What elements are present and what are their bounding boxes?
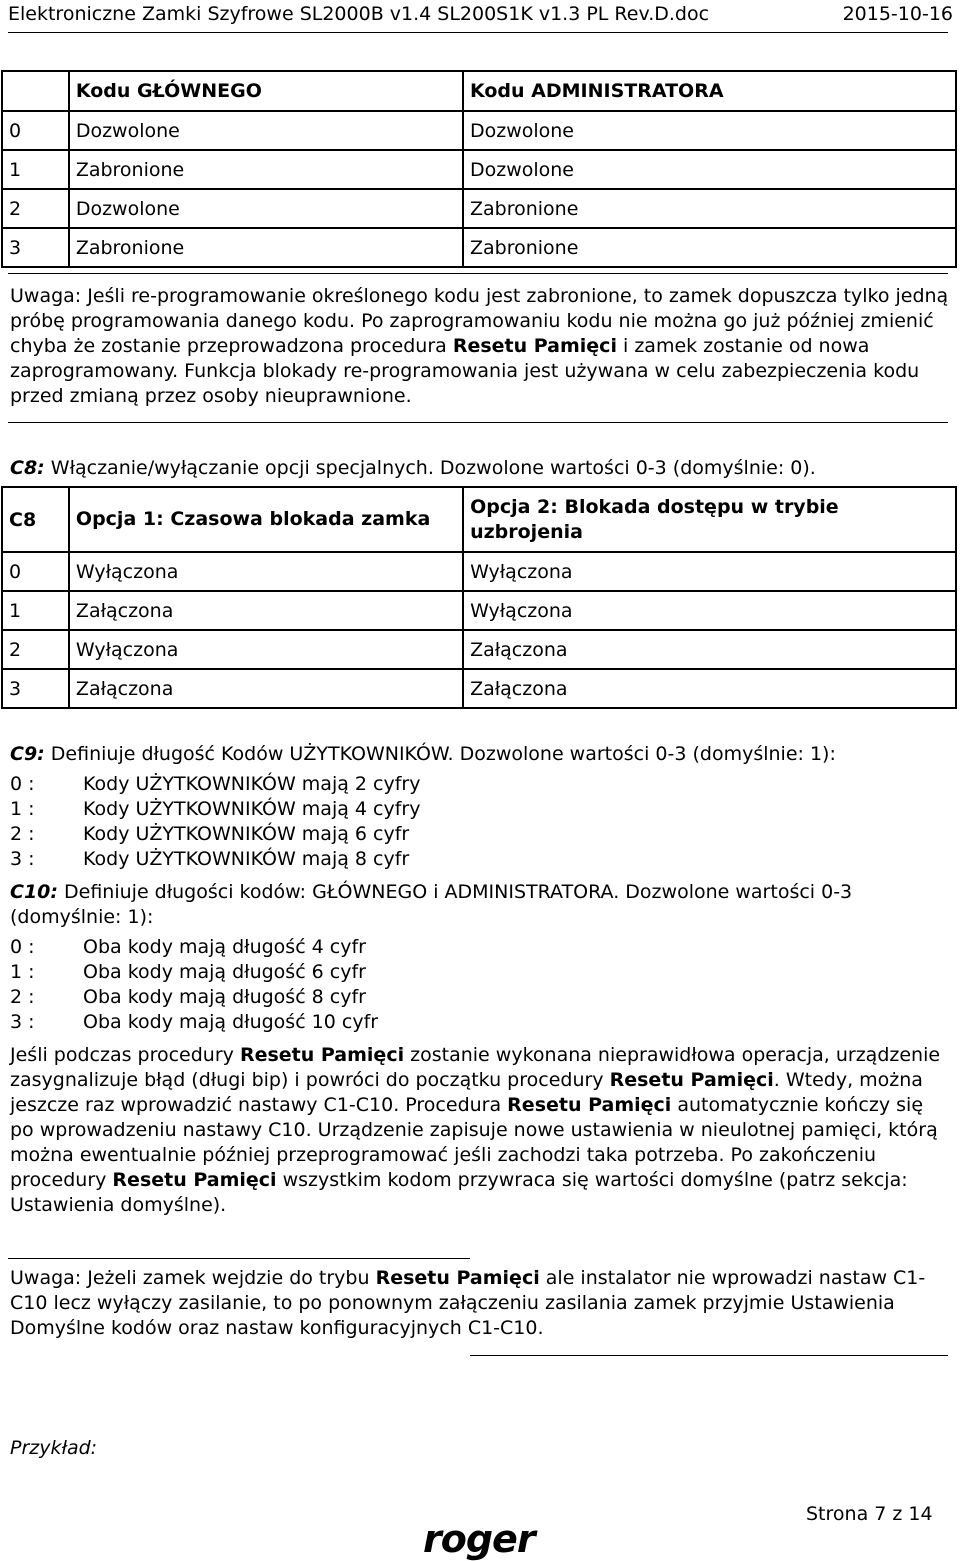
option-text: Oba kody mają długość 10 cyfr (83, 1011, 379, 1033)
note-paragraph (10, 284, 950, 409)
option-text: Oba kody mają długość 4 cyfr (83, 936, 366, 958)
note-bold-term: Resetu Pamięci (452, 335, 617, 357)
paragraph-text: . Wtedy, można jeszcze raz wprowadzić nastawy C1-C10. Procedura (10, 1069, 923, 1116)
note-text: i zamek zostanie od nowa zaprogramowany. Funkcja blokady re-programowania jest używana w celu zabezpieczenia kodu przed zmianą przez osoby nieuprawnione. (10, 335, 920, 407)
note-divider-top (8, 273, 948, 274)
roger-logo: roger (423, 1517, 535, 1561)
c9-text: Definiuje długość Kodów UŻYTKOWNIKÓW. Dozwolone wartości 0-3 (domyślnie: 1): (44, 743, 836, 765)
table-cell: Zabronione (69, 228, 463, 267)
bold-term: Resetu Pamięci (609, 1069, 774, 1091)
page-number: Strona 7 z 14 (806, 1503, 933, 1525)
code-reprogram-table (1, 70, 957, 268)
table-row (2, 552, 956, 591)
table-cell: Załączona (69, 591, 463, 630)
list-item (10, 935, 366, 960)
table-row (2, 630, 956, 669)
note-divider-bottom (8, 422, 948, 423)
option-key: 1 : (10, 961, 35, 983)
bold-term: Resetu Pamięci (112, 1169, 277, 1191)
header-divider (8, 32, 948, 33)
table-cell: Załączona (463, 669, 956, 708)
memory-reset-paragraph (10, 1043, 950, 1218)
table-header-cell: Kodu ADMINISTRATORA (463, 71, 956, 111)
c8-label: C8: (10, 457, 45, 479)
option-key: 2 : (10, 986, 35, 1008)
table-cell: Zabronione (463, 228, 956, 267)
list-item (10, 772, 420, 797)
list-item (10, 1010, 378, 1035)
option-key: 2 : (10, 823, 35, 845)
table-row (2, 189, 956, 228)
table-row (2, 150, 956, 189)
c8-options-table (1, 486, 957, 709)
option-text: Oba kody mają długość 8 cyfr (83, 986, 366, 1008)
table-cell: Załączona (69, 669, 463, 708)
c9-description (10, 742, 950, 767)
table-header-cell (2, 71, 69, 111)
c8-text: Włączanie/wyłączanie opcji specjalnych. Dozwolone wartości 0-3 (domyślnie: 0). (44, 457, 816, 479)
list-item (10, 797, 420, 822)
table-cell: Dozwolone (69, 189, 463, 228)
bold-term: Resetu Pamięci (239, 1044, 405, 1066)
document-date: 2015-10-16 (842, 3, 953, 25)
table-header-cell: Kodu GŁÓWNEGO (69, 71, 463, 111)
option-text: Kody UŻYTKOWNIKÓW mają 6 cyfr (83, 823, 410, 845)
table-row (2, 591, 956, 630)
c8-description (10, 456, 950, 481)
example-label: Przykład: (10, 1437, 98, 1459)
table-cell: 2 (2, 630, 69, 669)
table-header-row (2, 71, 956, 111)
list-item (10, 847, 409, 872)
table-cell: Zabronione (69, 150, 463, 189)
table-row (2, 111, 956, 150)
c10-description (10, 880, 950, 930)
option-key: 3 : (10, 1011, 35, 1033)
option-key: 0 : (10, 936, 35, 958)
table-cell: Wyłączona (463, 591, 956, 630)
option-text: Kody UŻYTKOWNIKÓW mają 2 cyfry (83, 773, 421, 795)
table-cell: 1 (2, 150, 69, 189)
list-item (10, 960, 366, 985)
note2-divider-bottom (470, 1355, 948, 1356)
table-cell: 1 (2, 591, 69, 630)
table-cell: Dozwolone (69, 111, 463, 150)
note-text: Uwaga: Jeżeli zamek wejdzie do trybu (10, 1267, 376, 1289)
note2-divider-top (8, 1258, 470, 1259)
list-item (10, 822, 409, 847)
paragraph-text: automatycznie kończy się po wprowadzeniu nastawy C10. Urządzenie zapisuje nowe ustawienia w nieulotnej pamięci, którą można ewentualnie później przeprogramować jeśli zachodzi taka potrzeba. Po zakończeniu procedury (10, 1094, 938, 1191)
document-header (8, 2, 953, 28)
list-item (10, 985, 366, 1010)
table-row (2, 228, 956, 267)
option-key: 3 : (10, 848, 35, 870)
paragraph-text: Jeśli podczas procedury (10, 1044, 240, 1066)
table-cell: Załączona (463, 630, 956, 669)
paragraph-text: zostanie wykonana nieprawidłowa operacja, urządzenie zasygnalizuje błąd (długi bip) i powróci do początku procedury (10, 1044, 941, 1091)
table-header-cell: C8 (2, 487, 69, 552)
note2-paragraph (10, 1266, 950, 1341)
c9-label: C9: (10, 743, 45, 765)
table-cell: 3 (2, 228, 69, 267)
note-text: ale instalator nie wprowadzi nastaw C1-C10 lecz wyłączy zasilanie, to po ponownym załączeniu zasilania zamek przyjmie Ustawienia Domyślne kodów oraz nastaw konfiguracyjnych C1-C10. (10, 1267, 926, 1339)
table-cell: Zabronione (463, 189, 956, 228)
table-cell: Wyłączona (69, 552, 463, 591)
table-header-row (2, 487, 956, 552)
document-filename: Elektroniczne Zamki Szyfrowe SL2000B v1.4 SL200S1K v1.3 PL Rev.D.doc (8, 3, 710, 25)
c10-text: Definiuje długości kodów: GŁÓWNEGO i ADMINISTRATORA. Dozwolone wartości 0-3 (domyślnie: 1): (10, 881, 853, 928)
paragraph-text: wszystkim kodom przywraca się wartości domyślne (patrz sekcja: Ustawienia domyślne). (10, 1169, 908, 1216)
table-cell: Wyłączona (463, 552, 956, 591)
option-text: Kody UŻYTKOWNIKÓW mają 4 cyfry (83, 798, 421, 820)
table-cell: 3 (2, 669, 69, 708)
table-cell: Wyłączona (69, 630, 463, 669)
note-text: Uwaga: Jeśli re-programowanie określonego kodu jest zabronione, to zamek dopuszcza tylko jedną próbę programowania danego kodu. Po zaprogramowaniu kodu nie można go już później zmienić chyba że zostanie przeprowadzona procedura (10, 285, 949, 357)
table-cell: Dozwolone (463, 111, 956, 150)
table-row (2, 669, 956, 708)
c10-label: C10: (10, 881, 58, 903)
option-key: 1 : (10, 798, 35, 820)
option-text: Oba kody mają długość 6 cyfr (83, 961, 366, 983)
table-header-cell: Opcja 1: Czasowa blokada zamka (69, 487, 463, 552)
table-cell: 0 (2, 552, 69, 591)
table-header-cell: Opcja 2: Blokada dostępu w trybie uzbrojenia (463, 487, 956, 552)
option-key: 0 : (10, 773, 35, 795)
option-text: Kody UŻYTKOWNIKÓW mają 8 cyfr (83, 848, 410, 870)
table-cell: Dozwolone (463, 150, 956, 189)
table-cell: 2 (2, 189, 69, 228)
bold-term: Resetu Pamięci (507, 1094, 672, 1116)
table-cell: 0 (2, 111, 69, 150)
note-bold-term: Resetu Pamięci (375, 1267, 540, 1289)
